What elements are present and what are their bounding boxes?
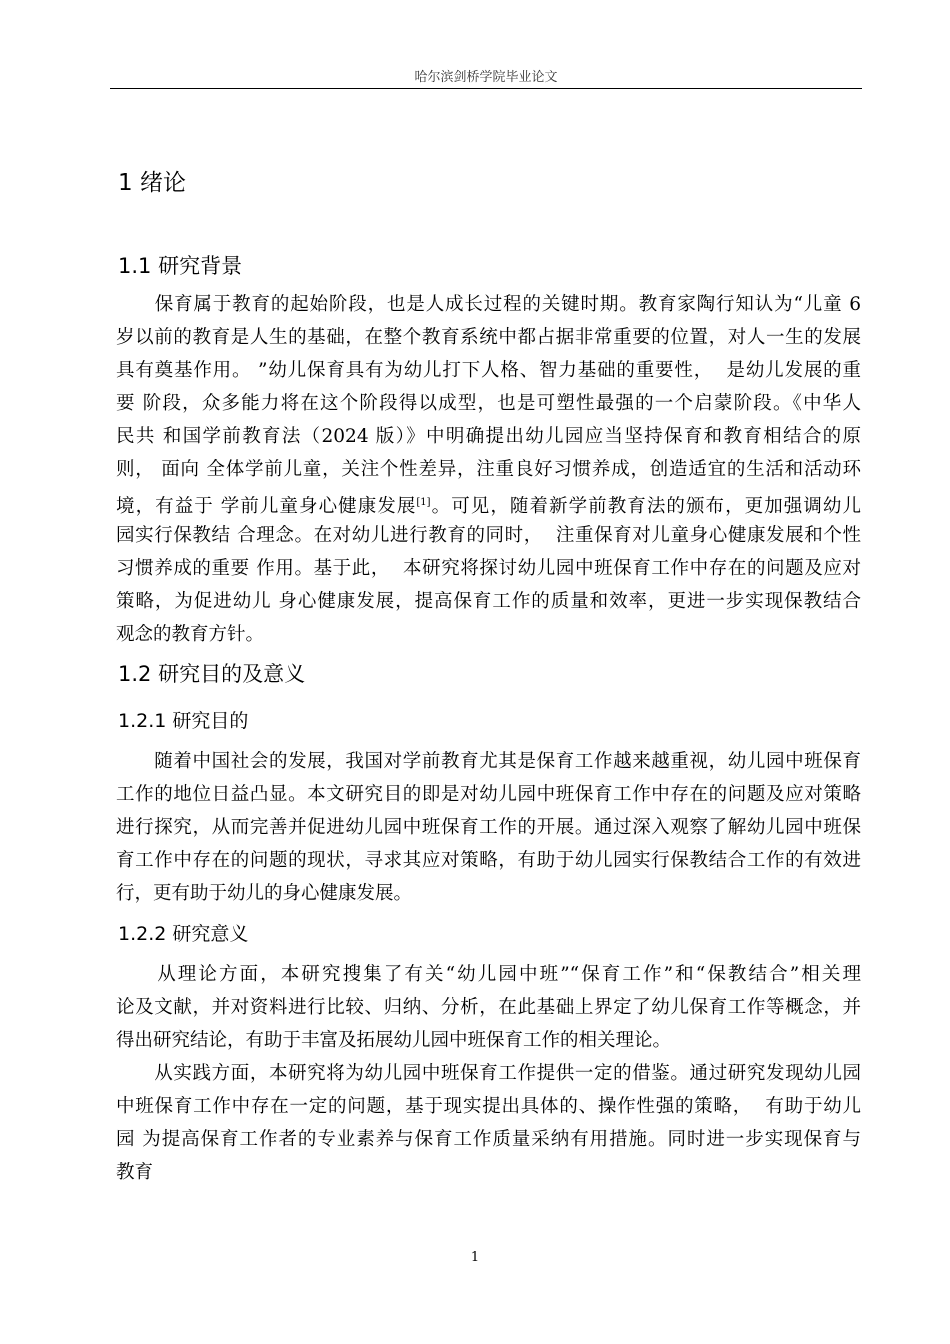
section-title-1-2: 1.2 研究目的及意义 — [118, 662, 306, 686]
section-title-1-1: 1.1 研究背景 — [118, 254, 243, 278]
text-line: 行，更有助于幼儿的身心健康发展。 — [116, 883, 413, 904]
text-line: 教育 — [116, 1162, 154, 1183]
header-divider — [110, 88, 862, 89]
text-line: 境，有益于 学前儿童身心健康发展[1]。可见，随着新学前教育法的颁布，更加强调幼儿 — [116, 496, 861, 518]
citation-marker: [1] — [416, 497, 431, 508]
text-line: 具有奠基作用。 ”幼儿保育具有为幼儿打下人格、智力基础的重要性， 是幼儿发展的重 — [116, 360, 861, 381]
text-line: 从理论方面，本研究搜集了有关“幼儿园中班”“保育工作”和“保教结合”相关理 — [116, 964, 861, 985]
text-line: 习惯养成的重要 作用。基于此， 本研究将探讨幼儿园中班保育工作中存在的问题及应对 — [116, 558, 861, 579]
text-line: 岁以前的教育是人生的基础，在整个教育系统中都占据非常重要的位置，对人一生的发展 — [116, 327, 861, 348]
text-line: 要 阶段，众多能力将在这个阶段得以成型，也是可塑性最强的一个启蒙阶段。《中华人 — [116, 393, 861, 414]
paragraph-purpose — [116, 745, 861, 910]
text-line: 随着中国社会的发展，我国对学前教育尤其是保育工作越来越重视，幼儿园中班保育 — [116, 751, 861, 772]
text-line: 保育属于教育的起始阶段，也是人成长过程的关键时期。教育家陶行知认为“儿童 6 — [116, 294, 861, 315]
text-line: 观念的教育方针。 — [116, 624, 265, 645]
text-line: 园 为提高保育工作者的专业素养与保育工作质量采纳有用措施。同时进一步实现保育与 — [116, 1129, 861, 1150]
text-line: 策略，为促进幼儿 身心健康发展，提高保育工作的质量和效率，更进一步实现保教结合 — [116, 591, 861, 612]
text-line: 中班保育工作中存在一定的问题，基于现实提出具体的、操作性强的策略， 有助于幼儿 — [116, 1096, 861, 1117]
section-title-1-2-1: 1.2.1 研究目的 — [118, 710, 249, 732]
text-line: 则， 面向 全体学前儿童，关注个性差异，注重良好习惯养成，创造适宜的生活和活动环 — [116, 459, 861, 480]
paragraph-background — [116, 288, 861, 651]
text-line: 得出研究结论，有助于丰富及拓展幼儿园中班保育工作的相关理论。 — [116, 1030, 672, 1051]
text-line: 论及文献，并对资料进行比较、归纳、分析，在此基础上界定了幼儿保育工作等概念，并 — [116, 997, 861, 1018]
text-line: 从实践方面，本研究将为幼儿园中班保育工作提供一定的借鉴。通过研究发现幼儿园 — [116, 1063, 861, 1084]
running-header: 哈尔滨剑桥学院毕业论文 — [414, 70, 558, 85]
page-number: 1 — [470, 1250, 480, 1265]
text-line: 工作的地位日益凸显。本文研究目的即是对幼儿园中班保育工作中存在的问题及应对策略 — [116, 784, 861, 805]
text-line: 育工作中存在的问题的现状，寻求其应对策略，有助于幼儿园实行保教结合工作的有效进 — [116, 850, 861, 871]
text-line: 进行探究，从而完善并促进幼儿园中班保育工作的开展。通过深入观察了解幼儿园中班保 — [116, 817, 861, 838]
text-line: 民共 和国学前教育法（2024 版）》中明确提出幼儿园应当坚持保育和教育相结合的原 — [116, 426, 861, 447]
text-line: 园实行保教结 合理念。在对幼儿进行教育的同时， 注重保育对儿童身心健康发展和个性 — [116, 525, 861, 546]
chapter-title: 1 绪论 — [118, 170, 186, 196]
section-title-1-2-2: 1.2.2 研究意义 — [118, 923, 249, 945]
paragraph-significance — [116, 958, 861, 1189]
